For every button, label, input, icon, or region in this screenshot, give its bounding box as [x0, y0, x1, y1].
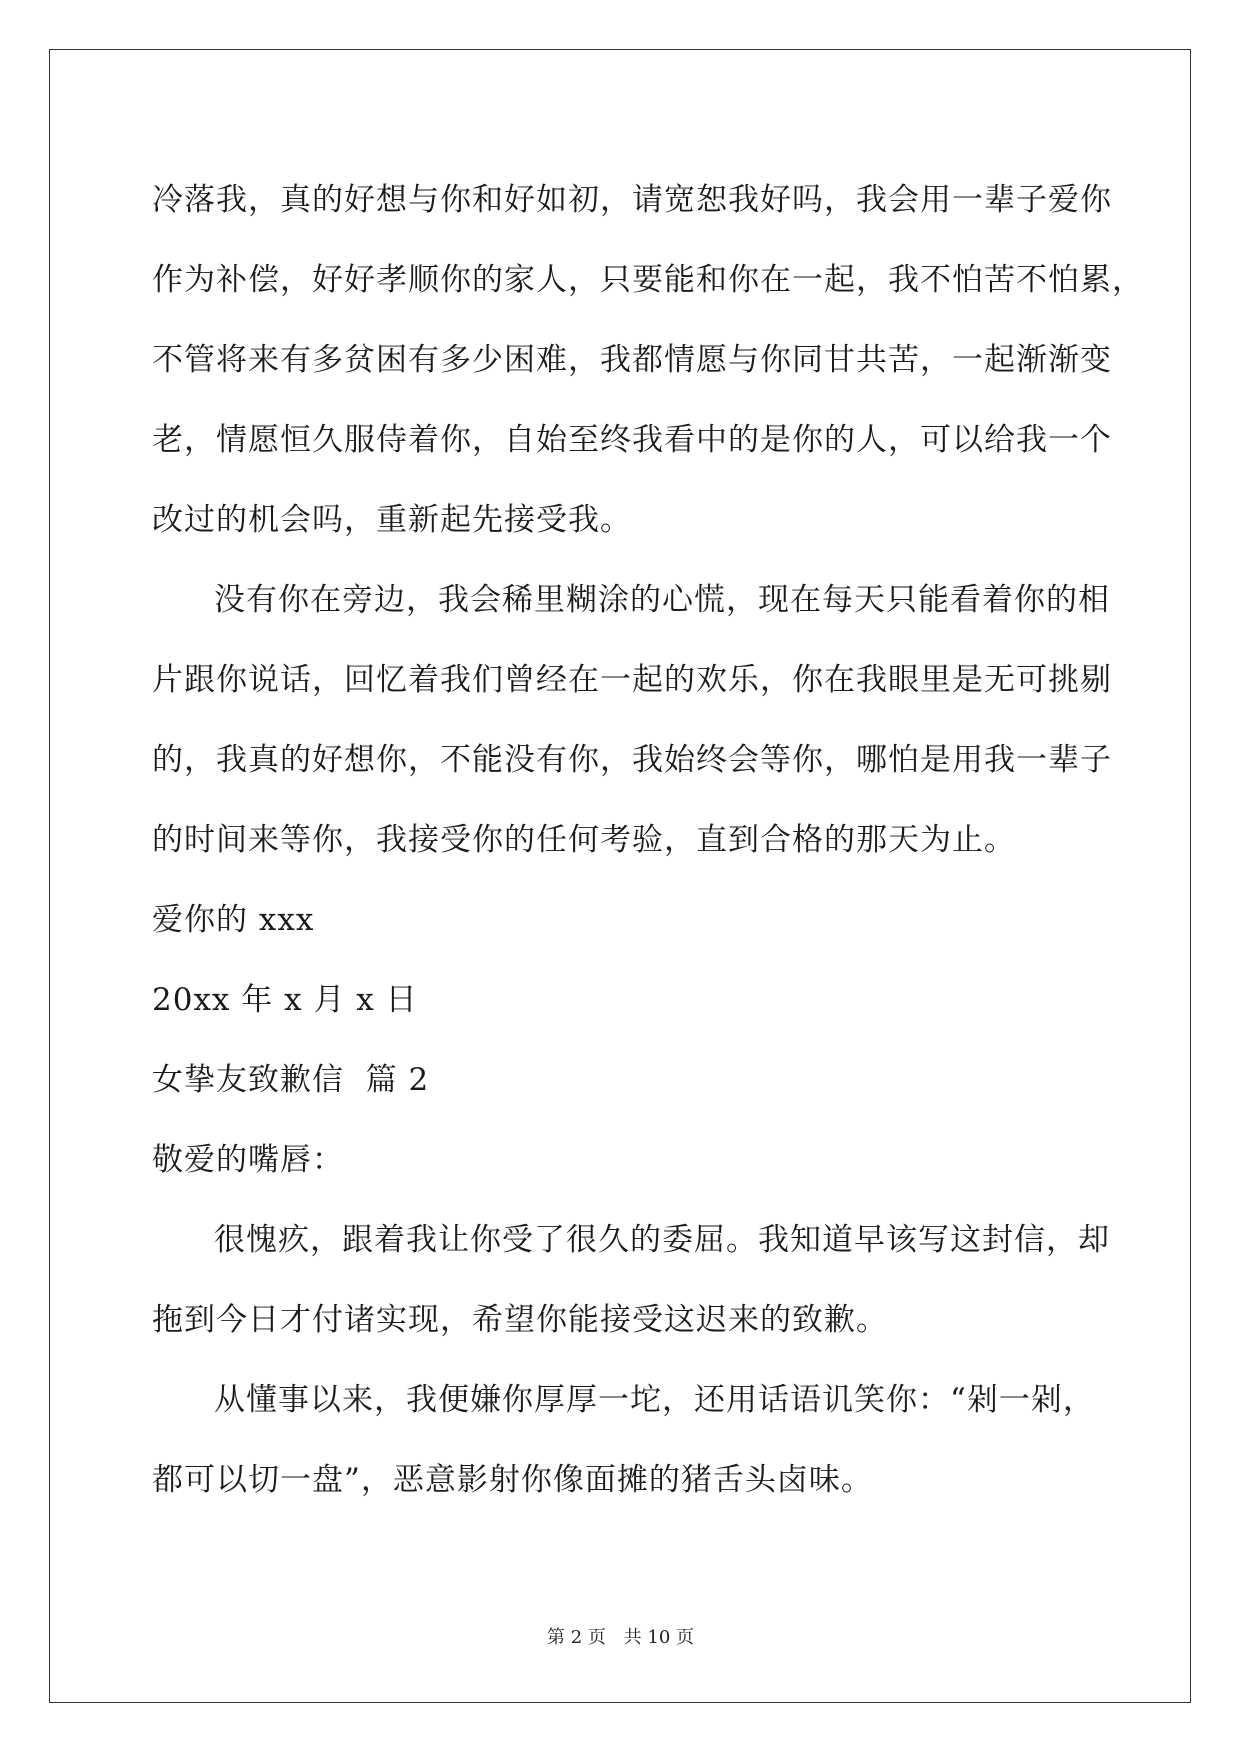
text-line: 从懂事以来，我便嫌你厚厚一坨，还用话语讥笑你：“剁一剁， — [214, 1382, 1095, 1418]
date-line: 20xx 年 x 月 x 日 — [152, 982, 418, 1018]
page-number: 第 2 页 — [547, 1627, 606, 1648]
page-total: 共 10 页 — [623, 1627, 694, 1648]
text-line: 不管将来有多贫困有多少困难，我都情愿与你同甘共苦，一起渐渐变 — [152, 342, 1112, 378]
text-line: 冷落我，真的好想与你和好如初，请宽恕我好吗，我会用一辈子爱你 — [152, 182, 1112, 218]
paragraph-3 — [152, 1200, 1112, 1360]
signature-line: 爱你的 xxx — [152, 902, 315, 938]
section-heading — [152, 1040, 1112, 1120]
text-line: 片跟你说话，回忆着我们曾经在一起的欢乐，你在我眼里是无可挑剔 — [152, 662, 1112, 698]
document-body — [152, 160, 1144, 1520]
text-line: 老，情愿恒久服侍着你，自始至终我看中的是你的人，可以给我一个 — [152, 422, 1112, 458]
salutation-line: 敬爱的嘴唇： — [152, 1142, 344, 1178]
text-line: 很愧疚，跟着我让你受了很久的委屈。我知道早该写这封信，却 — [214, 1222, 1110, 1258]
text-line: 作为补偿，好好孝顺你的家人，只要能和你在一起，我不怕苦不怕累， — [152, 262, 1144, 298]
page-footer — [0, 1623, 1241, 1649]
text-line: 拖到今日才付诸实现，希望你能接受这迟来的致歉。 — [152, 1302, 888, 1338]
paragraph-1 — [152, 160, 1144, 560]
salutation — [152, 1120, 1112, 1200]
paragraph-4 — [152, 1360, 1112, 1520]
text-line: 改过的机会吗，重新起先接受我。 — [152, 502, 632, 538]
text-line: 没有你在旁边，我会稀里糊涂的心慌，现在每天只能看着你的相 — [214, 582, 1110, 618]
paragraph-2 — [152, 560, 1112, 880]
text-line: 的时间来等你，我接受你的任何考验，直到合格的那天为止。 — [152, 822, 1016, 858]
signature — [152, 880, 1112, 960]
text-line: 的，我真的好想你，不能没有你，我始终会等你，哪怕是用我一辈子 — [152, 742, 1112, 778]
section-heading-line: 女挚友致歉信 篇 2 — [152, 1062, 430, 1098]
date — [152, 960, 1112, 1040]
text-line: 都可以切一盘”，恶意影射你像面摊的猪舌头卤味。 — [152, 1462, 873, 1498]
